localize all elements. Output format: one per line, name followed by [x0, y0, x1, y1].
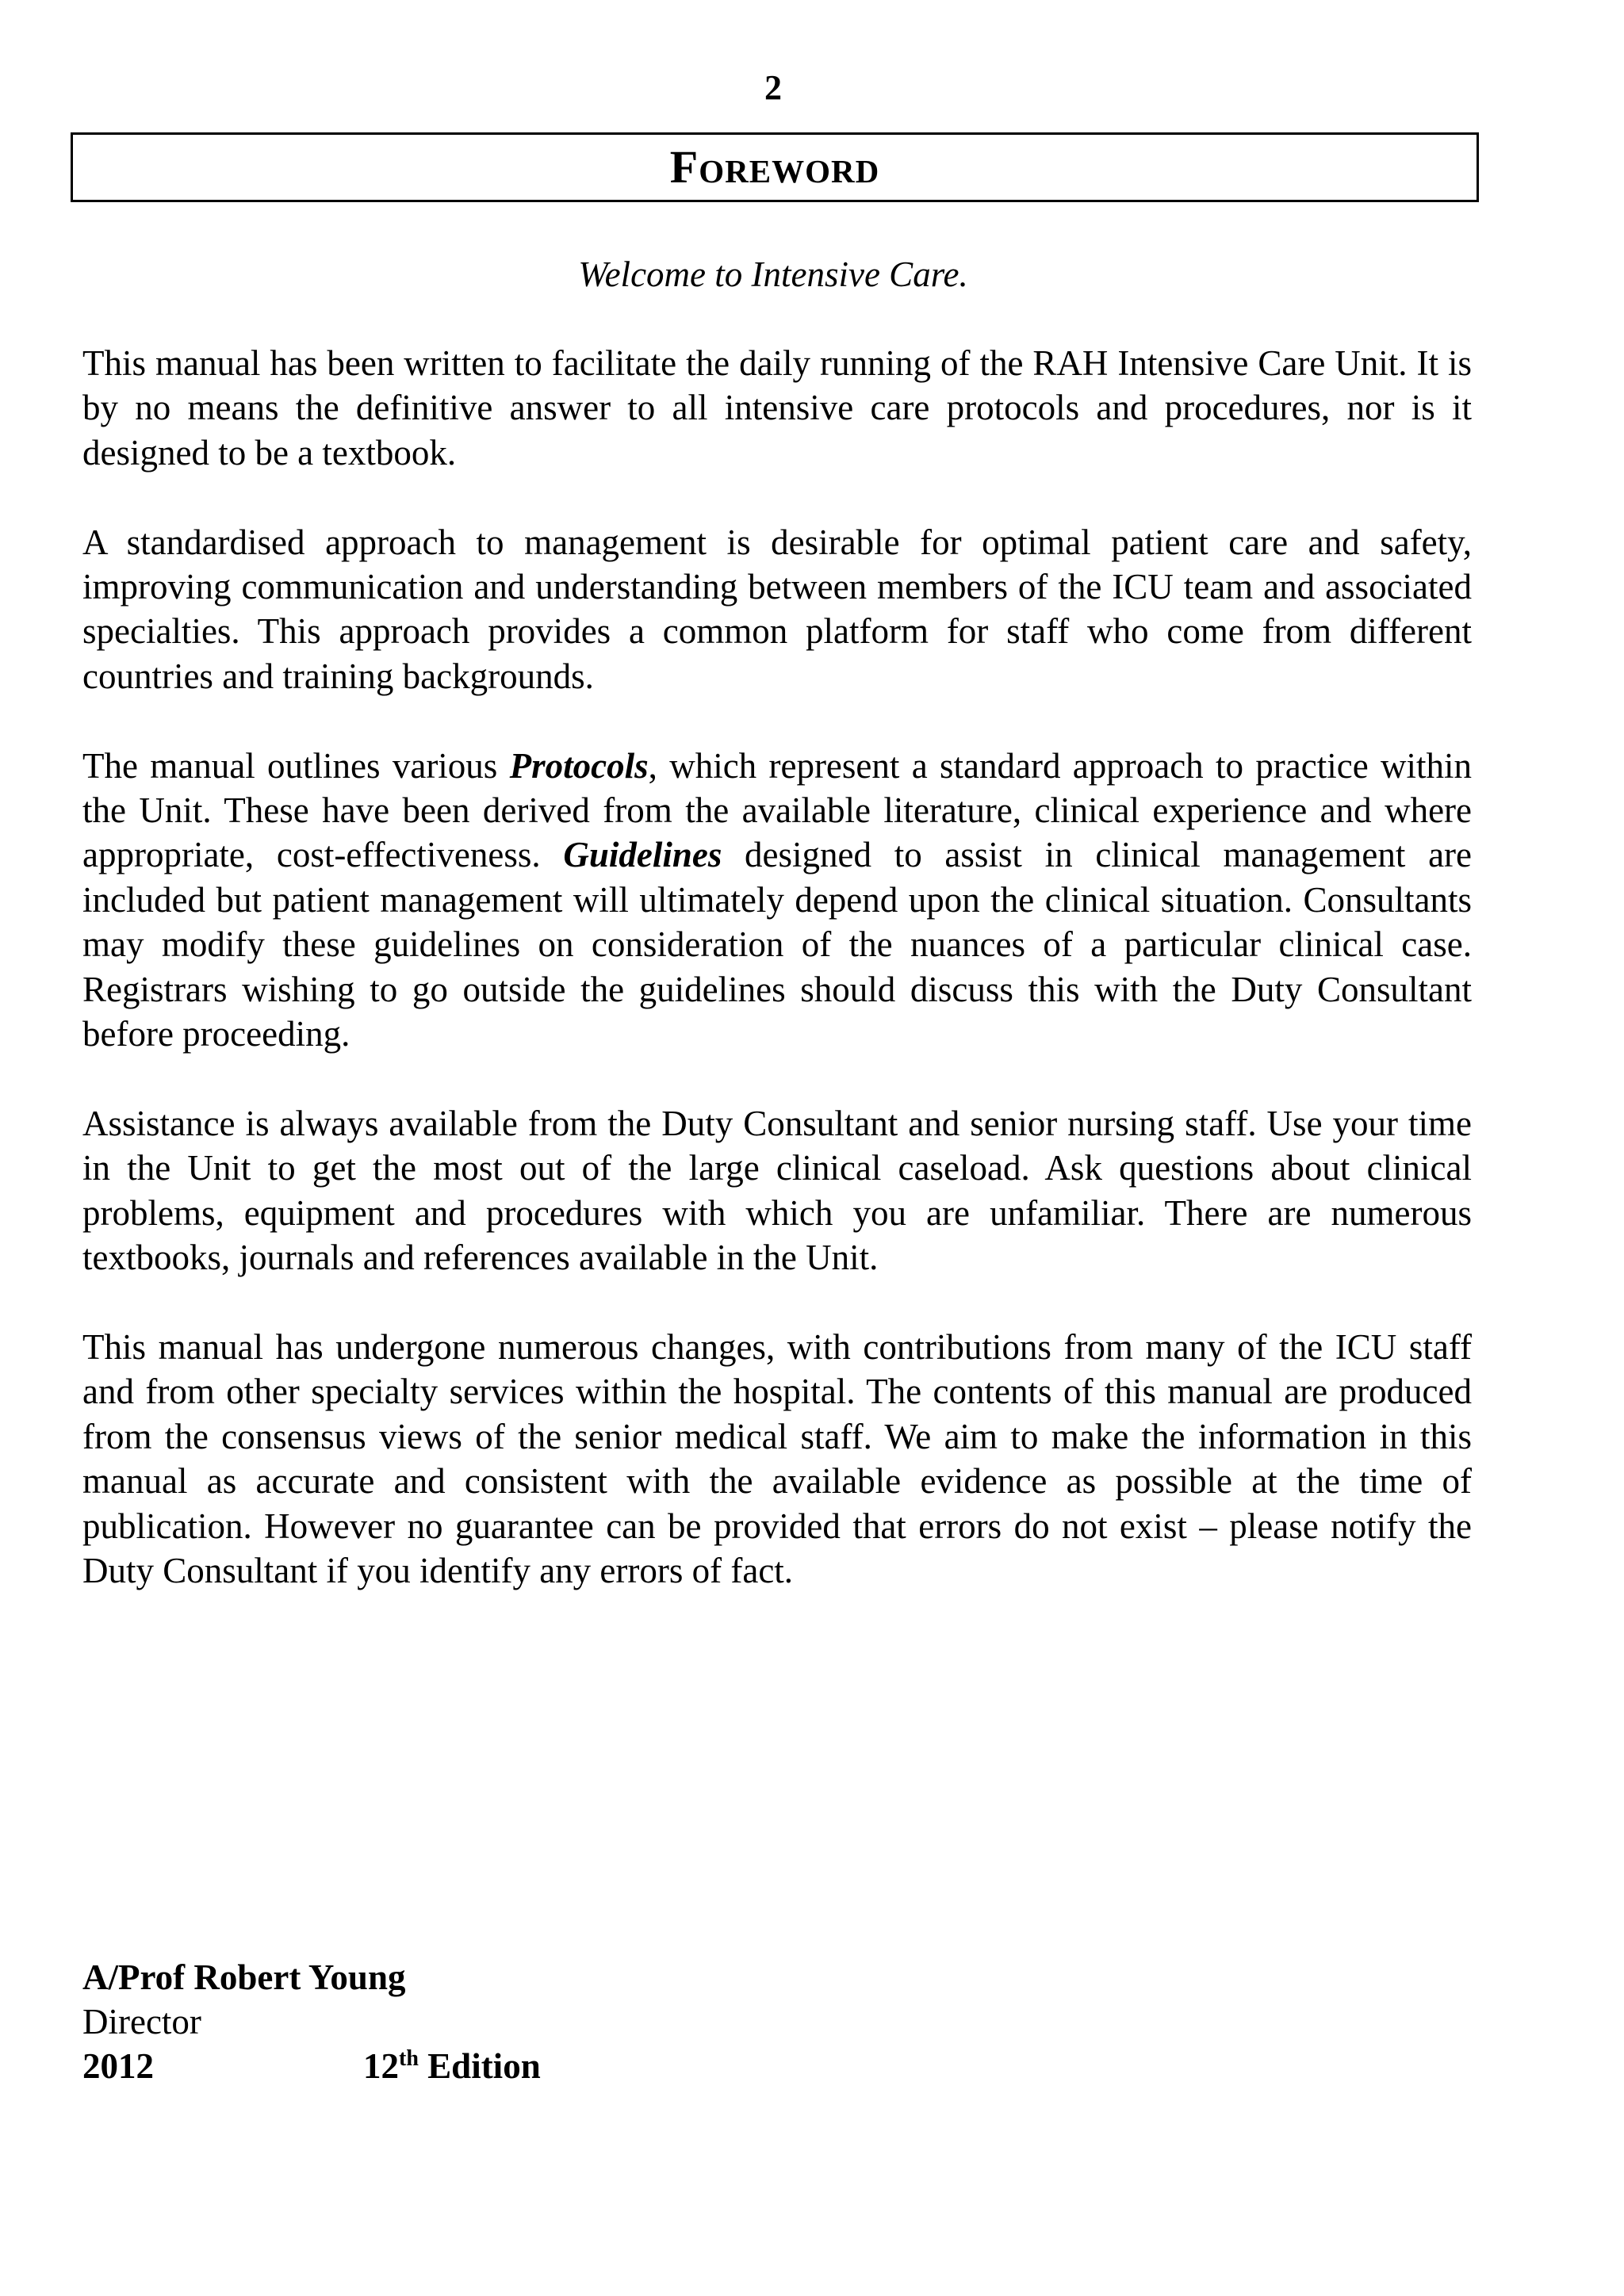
signature-block — [82, 1955, 541, 2088]
guidelines-term: Guidelines — [563, 835, 722, 875]
edition-number: 12 — [363, 2046, 399, 2086]
edition-line — [82, 2044, 541, 2088]
foreword-body — [82, 341, 1472, 1638]
paragraph-standardised-approach: A standardised approach to management is desirable for optimal patient care and safety, improving communication and understanding between members of the ICU team and associated specialties. This approach provides a common platform for staff who come from different countries and training backgrounds. — [82, 522, 1472, 696]
signatory-role: Director — [82, 2002, 201, 2042]
signatory-name: A/Prof Robert Young — [82, 1957, 406, 1997]
edition-word: Edition — [418, 2046, 541, 2086]
title-box — [71, 132, 1479, 202]
page-title: Foreword — [669, 141, 880, 193]
edition-year: 2012 — [82, 2046, 154, 2086]
paragraph-assistance: Assistance is always available from the Duty Consultant and senior nursing staff. Use your time in the Unit to get the most out of the large clinical caseload. Ask questions about clinical problems, equipment and procedures with which you are unfamiliar. There are numerous textbooks, journals and references available in the Unit. — [82, 1103, 1472, 1278]
page-number: 2 — [764, 68, 782, 107]
protocols-text-1: The manual outlines various — [82, 745, 510, 786]
paragraph-intro: This manual has been written to facilitate the daily running of the RAH Intensive Care Unit. It is by no means the definitive answer to all intensive care protocols and procedures, nor is it designed to be a textbook. — [82, 343, 1472, 473]
protocols-text-3: designed to assist in clinical management are included but patient management will ultimately depend upon the clinical situation. Consultants may modify these guidelines on consideration of the nuances of a particular clinical case. Registrars wishing to go outside the guidelines should discuss this with the Duty Consultant before proceeding. — [82, 835, 1472, 1054]
welcome-line: Welcome to Intensive Care. — [578, 254, 968, 294]
edition-label — [363, 2044, 541, 2088]
protocols-term: Protocols — [509, 745, 649, 786]
paragraph-changes: This manual has undergone numerous changes, with contributions from many of the ICU staff and from other specialty services within the hospital. The contents of this manual are produced from the consensus views of the senior medical staff. We aim to make the information in this manual as accurate and consistent with the available evidence as possible at the time of publication. However no guarantee can be provided that errors do not exist – please notify the Duty Consultant if you identify any errors of fact. — [82, 1326, 1472, 1590]
protocols-text-2: , which represent a standard approach to practice within the Unit. These have been derived from the available literature, clinical experience and where appropriate, cost-effectiveness. — [82, 745, 1472, 875]
edition-suffix: th — [399, 2046, 419, 2071]
paragraph-protocols — [82, 744, 1472, 1057]
